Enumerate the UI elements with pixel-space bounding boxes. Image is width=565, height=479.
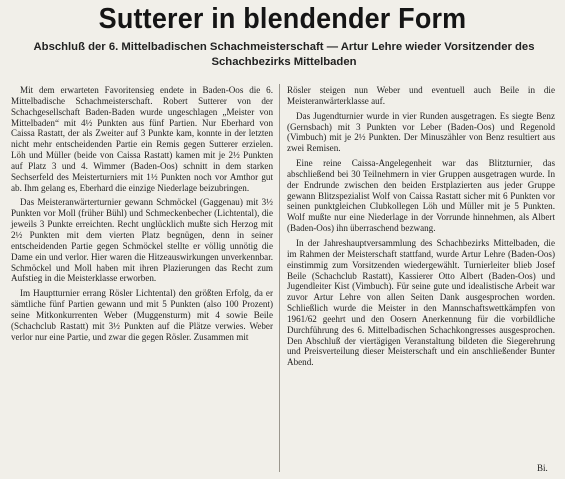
right-column — [287, 85, 555, 372]
column-divider — [279, 84, 280, 472]
paragraph-jugendturnier: Das Jugendturnier wurde in vier Runden ausgetragen. Es siegte Benz (Gernsbach) mit 3 Punkten vor Leber (Baden-Oos) und Regenold (Vimbuch) mit je 2½ Punkten. Der Minuszähler von Benz resultiert aus zwei Remisen. — [287, 110, 555, 154]
paragraph-hauptturnier: Im Hauptturnier errang Rösler Lichtental) den größten Erfolg, da er sämtliche fünf Partien gewann und mit 5 Punkten (also 100 Prozent) seine Mitkonkurrenten Weber (Muggensturm) mit 4 sowie Beile (Schachclub Rastatt) mit 3½ Punkten auf die Plätze verwies. Weber verlor nur eine Partie, und zwar die gegen Rösler. Zusammen mit — [11, 288, 273, 342]
left-column — [11, 85, 273, 346]
paragraph-jahreshauptversammlung: In der Jahreshauptversammlung des Schachbezirks Mittelbaden, die im Rahmen der Meisterschaft stattfand, wurde Artur Lehre (Baden-Oos) einstimmig zum Vorsitzenden wiedergewählt. Turnierleiter blieb Josef Beile (Schachclub Rastatt), Kassierer Otto Albert (Baden-Oos) und Jugendleiter Kist (Vimbuch). Für seine gute und idealistische Arbeit war zuvor Artur Lehre von allen Seiten Dank ausgesprochen worden. Schließlich wurde die Meister in den Mannschaftswettkämpfen von 1961/62 geehrt und den Oosern Anerkennung für die vorbildliche Durchführung des 6. Mittelbadischen Schachkongresses ausgesprochen. Den Abschluß der viertägigen Veranstaltung bildeten die Siegerehrung und Preisverteilung dieser Meisterschaft und ein anschließender Bunter Abend. — [287, 237, 555, 368]
paragraph-meisteranwaerter: Das Meisteranwärterturnier gewann Schmöckel (Gaggenau) mit 3½ Punkten vor Moll (früher Bühl) und Schmeckenbecher (Lichtental), die jeweils 3 Punkte erreichten. Recht unglücklich mußte sich Herzog mit 2½ Punkten mit dem vierten Platz begnügen, denn in seiner entscheidenden Partie gegen Schmöckel stellte er völlig unnötig die Dame ein und verlor. Hier waren die Hitzeauswirkungen unverkennbar. Schmöckel und Moll haben mit ihren Plazierungen das Recht zum Aufstieg in die Meisterklasse erworben. — [11, 197, 273, 284]
paragraph-aufstieg: Rösler steigen nun Weber und eventuell auch Beile in die Meisteranwärterklasse auf. — [287, 85, 555, 106]
headline: Sutterer in blendender Form — [98, 3, 467, 35]
paragraph-blitzturnier: Eine reine Caissa-Angelegenheit war das Blitzturnier, das abschließend bei 30 Teilnehmern in vier Gruppen ausgetragen wurde. In der Endrunde zwischen den beiden Erstplazierten aus jeder Gruppe gewann Blitzspezialist Wolf von Caissa Rastatt sicher mit 6 Punkten vor seinen punktgleichen Clubkollegen Löh und Müller mit je 5 Punkten. Wolf mußte nur eine Niederlage in der Vorrunde hinnehmen, als Albert (Baden-Oos) ihn überraschend bezwang. — [287, 158, 555, 234]
paragraph-meisterschaft: Mit dem erwarteten Favoritensieg endete in Baden-Oos die 6. Mittelbadische Schachmeisterschaft. Robert Sutterer von der Schachgesellschaft Baden-Baden wurde ungeschlagen „Meister von Mittelbaden“ mit 4½ Punkten aus fünf Partien. Nur Eberhard von Caissa Rastatt, der als Zweiter auf 3 Punkte kam, konnte in der letzten nicht mehr entscheidenden Partie ein Remis gegen Sutterer erzielen. Löh und Müller (beide von Caissa Rastatt) kamen mit je 2½ Punkten auf Platz 3 und 4. Wimmer (Baden-Oos) schnitt in dem starken Sechserfeld des Meisterturniers mit 1½ Punkten noch vor Amthor gut ab. Ihm gelang es, Eberhard die einzige Niederlage beizubringen. — [11, 85, 273, 193]
author-signature: Bi. — [537, 463, 548, 473]
subheadline: Abschluß der 6. Mittelbadischen Schachmeisterschaft — Artur Lehre wieder Vorsitzender des Schachbezirks Mittelbaden — [33, 41, 535, 68]
